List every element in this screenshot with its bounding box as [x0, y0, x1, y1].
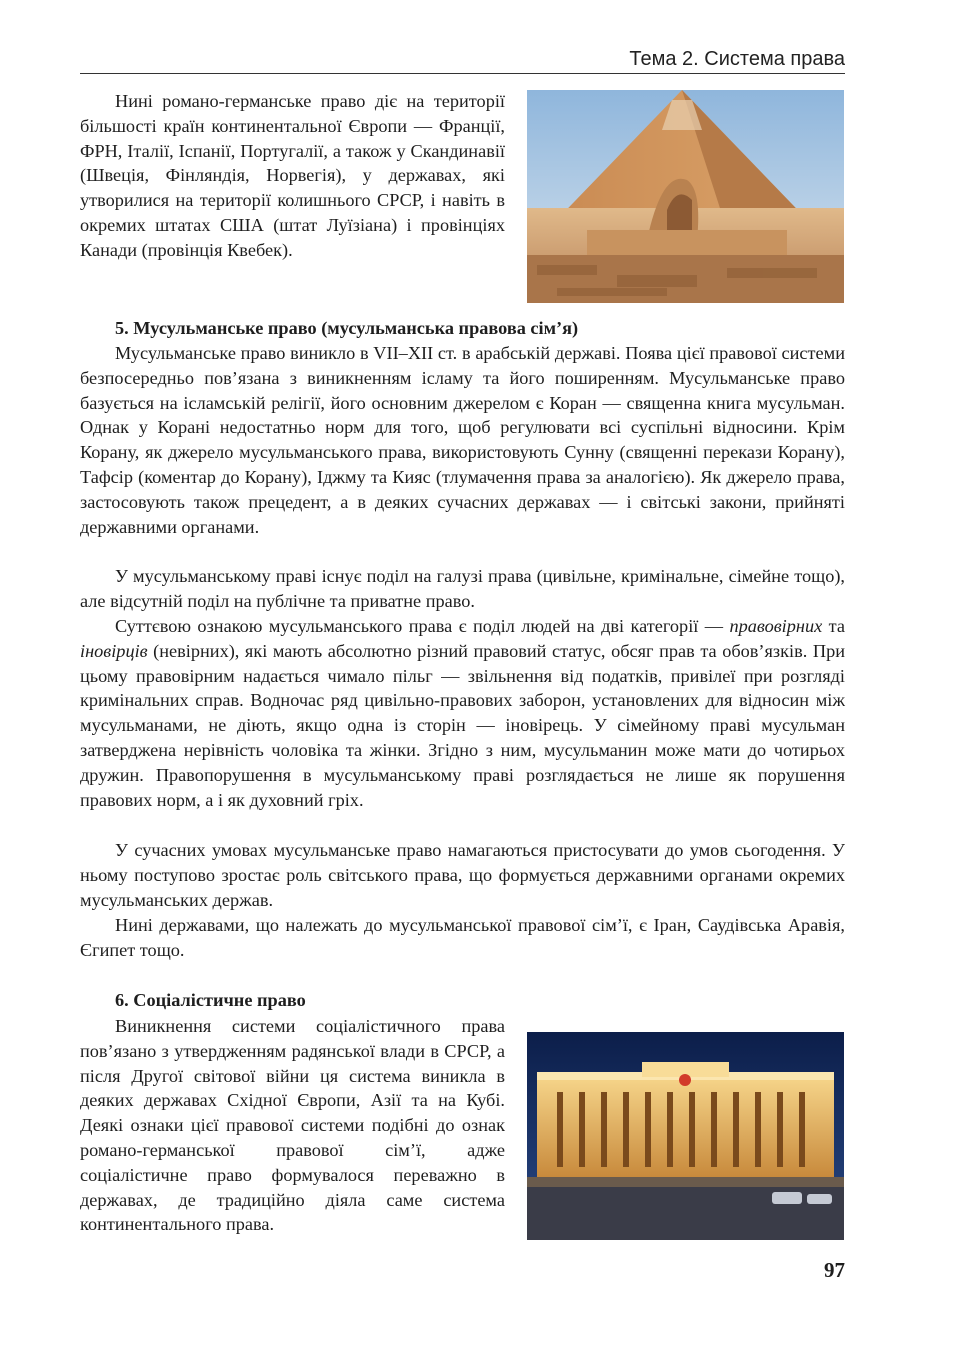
running-header: Тема 2. Система права: [629, 48, 845, 70]
paragraph-romano-germanic: Нині романо-германське право діє на території більшості країн континентальної Європи — Франції, ФРН, Італії, Іспанії, Португалії, а також у Скандинавії (Швеція, Фінляндія, Норвегія), у державах, які утворилися на території колишнього СРСР, і навіть в окремих штатах США (штат Луїзіана) і провінціях Канади (провінція Квебек).: [80, 91, 505, 260]
text-run: та: [822, 616, 845, 636]
page-number: 97: [824, 1258, 845, 1282]
section-heading-muslim-law: 5. Мусульманське право (мусульманська правова сім’я): [115, 318, 579, 338]
paragraph-muslim-categories: [80, 614, 845, 812]
text-run: Суттєвою ознакою мусульманського права є поділ людей на дві категорії —: [115, 616, 730, 636]
text-run: (невірних), які мають абсолютно різний правовий статус, обсяг прав та обов’язків. При цьому правовірним надається чимало пільг — звільнення від податків, привілеї при розгляді кримінальних справ. Водночас ряд цивільно-правових заборон, установлених для відносин між мусульманами, не діють, якщо одна із сторін — іновірець. У сімейному праві мусульман затверджена нерівність чоловіка та жінки. Згідно з ним, мусульманин може мати до чотирьох дружин. Правопорушення в мусульманському праві розглядається не лише як порушення правових норм, а і як духовний гріх.: [80, 640, 845, 810]
paragraph-muslim-branches: У мусульманському праві існує поділ на галузі права (цивільне, кримінальне, сімейне тощо), але відсутній поділ на публічне та приватне право.: [80, 566, 845, 611]
paragraph-socialist-origin: Виникнення системи соціалістичного права пов’язано з утвердженням радянської влади в СРСР, а після Другої світової війни ця система виникла в деяких державах Східної Європи, Азії та на Кубі. Деякі ознаки цієї правової системи подібні до ознак романо-германської правової сім’ї, адже соціалістичне право формувалося переважно в державах, де традиційно діяла саме система континентального права.: [80, 1016, 505, 1235]
term-pravovirni: правовірних: [729, 616, 823, 636]
paragraph-muslim-origin: Мусульманське право виникло в VII–XII ст. в арабській державі. Поява цієї правової системи безпосередньо пов’язана з виникненням ісламу та його поширенням. Мусульманське право базується на ісламській релігії, його основним джерелом є Коран — священна книга мусульман. Однак у Корані недостатньо норм для того, щоб регулювати всі суспільні відносини. Крім Корану, як джерело мусульманського права, використовують Сунну (священні перекази Корану), Тафсір (коментар до Корану), Іджму та Кияс (тлумачення права за аналогією). Як джерело права, застосовують також прецедент, а в деяких сучасних державах — і світські закони, прийняті державними органами.: [80, 343, 845, 537]
header-rule: [80, 73, 845, 74]
pyramid-sphinx-photo: [527, 90, 844, 303]
government-building-photo: [527, 1032, 844, 1240]
section-heading-socialist-law: 6. Соціалістичне право: [115, 990, 306, 1010]
term-inovirtsi: іновірців: [80, 640, 148, 661]
paragraph-muslim-modern: У сучасних умовах мусульманське право намагаються пристосувати до умов сьогодення. У ньому поступово зростає роль світського права, що формується державними органами окремих мусульманських держав.: [80, 840, 845, 910]
paragraph-muslim-states: Нині державами, що належать до мусульманської правової сім’ї, є Іран, Саудівська Аравія, Єгипет тощо.: [80, 915, 845, 960]
